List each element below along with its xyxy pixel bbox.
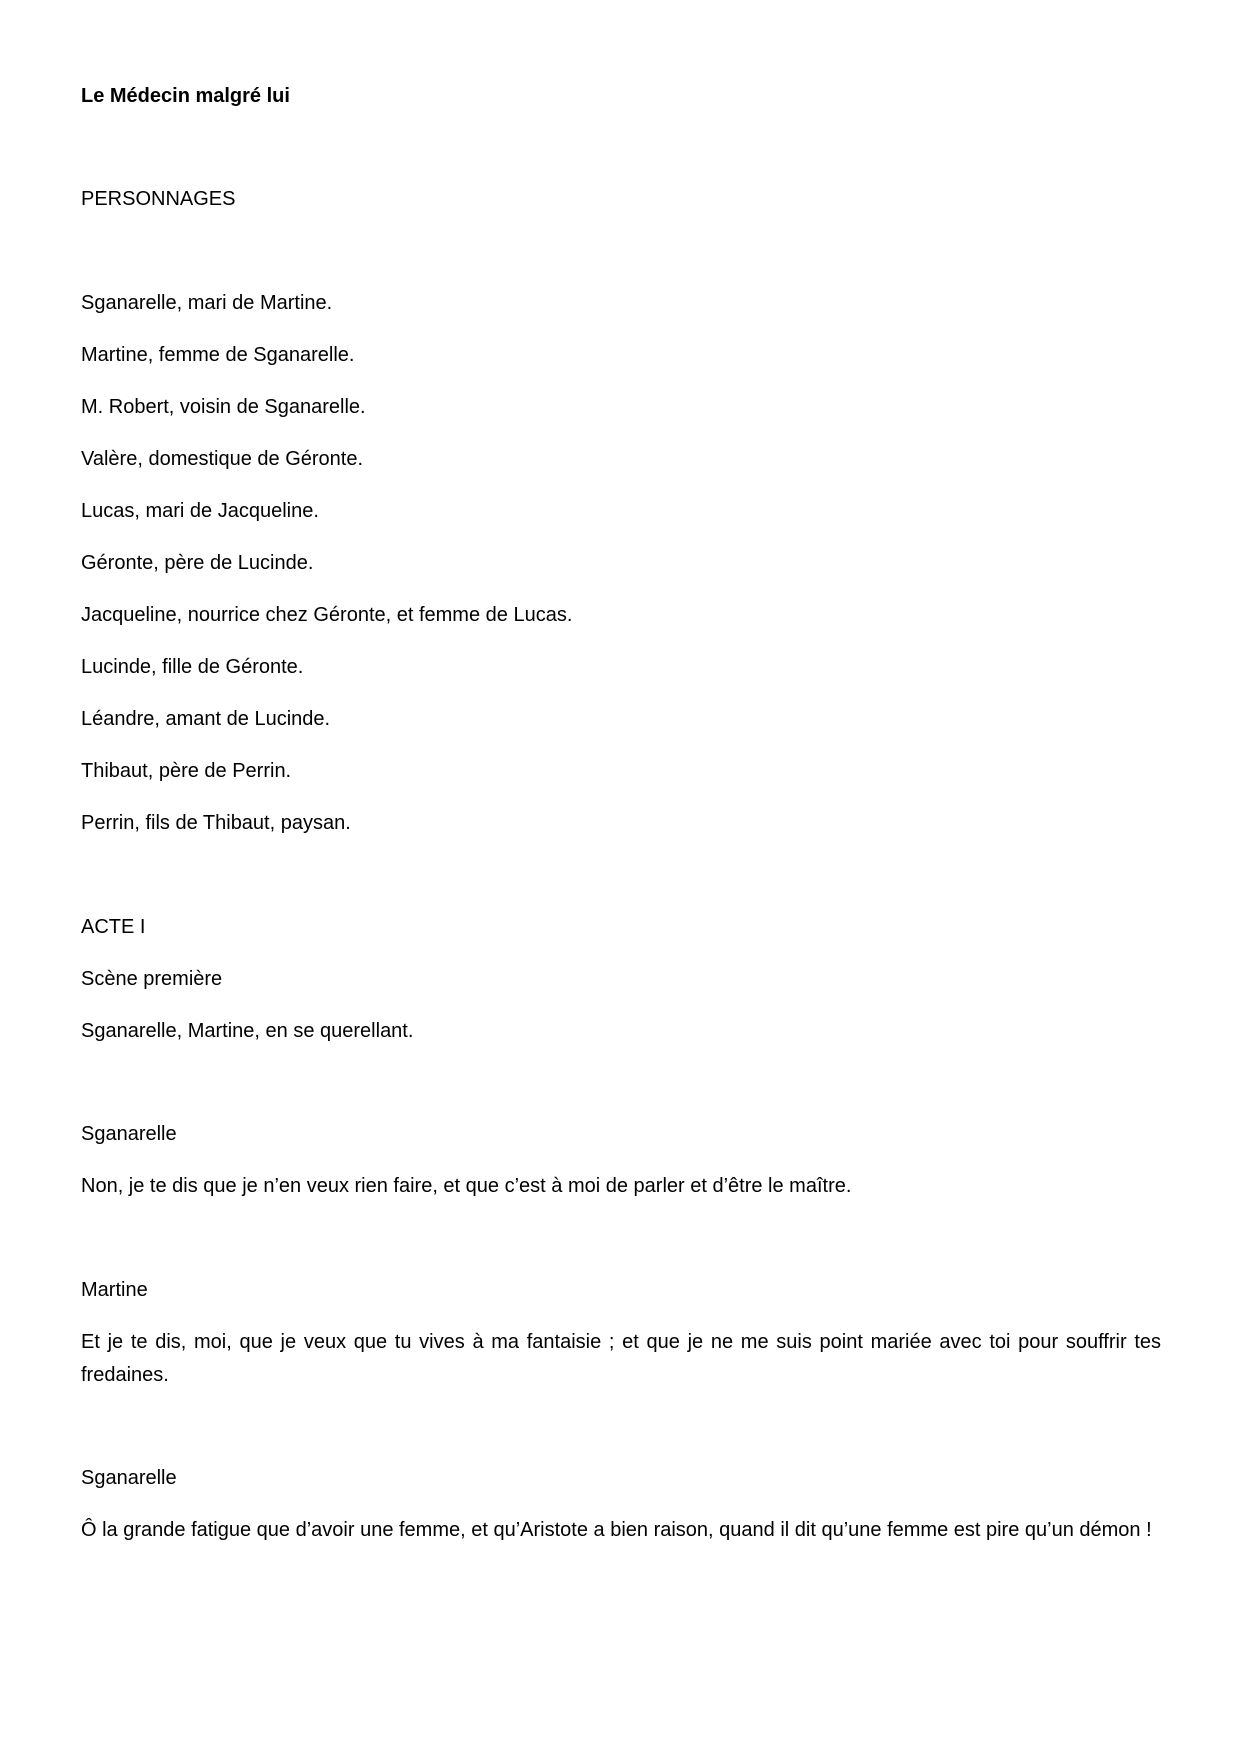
character-line: M. Robert, voisin de Sganarelle. [81,396,366,418]
character-line: Sganarelle, mari de Martine. [81,292,333,314]
speaker-name: Sganarelle [81,1467,177,1489]
character-line: Lucas, mari de Jacqueline. [81,500,319,522]
dialogue-text: Ô la grande fatigue que d’avoir une femme, et qu’Aristote a bien raison, quand il dit qu’une femme est pire qu’un démon ! [81,1519,1152,1541]
character-line: Thibaut, père de Perrin. [81,760,292,782]
act-heading: ACTE I [81,916,146,938]
dialogue-text: Non, je te dis que je n’en veux rien faire, et que c’est à moi de parler et d’être le maître. [81,1175,852,1197]
scene-heading: Scène première [81,968,223,990]
character-line: Lucinde, fille de Géronte. [81,656,304,678]
stage-direction: Sganarelle, Martine, en se querellant. [81,1020,414,1042]
character-line: Géronte, père de Lucinde. [81,552,314,574]
character-line: Valère, domestique de Géronte. [81,448,364,470]
speaker-name: Martine [81,1279,148,1301]
document-title: Le Médecin malgré lui [81,85,290,107]
characters-heading: PERSONNAGES [81,188,236,210]
character-line: Perrin, fils de Thibaut, paysan. [81,812,351,834]
character-line: Martine, femme de Sganarelle. [81,344,355,366]
dialogue-text: Et je te dis, moi, que je veux que tu vives à ma fantaisie ; et que je ne me suis point mariée avec toi pour souffrir tes fredaines. [81,1331,1161,1386]
character-line: Jacqueline, nourrice chez Géronte, et femme de Lucas. [81,604,573,626]
speaker-name: Sganarelle [81,1123,177,1145]
character-line: Léandre, amant de Lucinde. [81,708,331,730]
